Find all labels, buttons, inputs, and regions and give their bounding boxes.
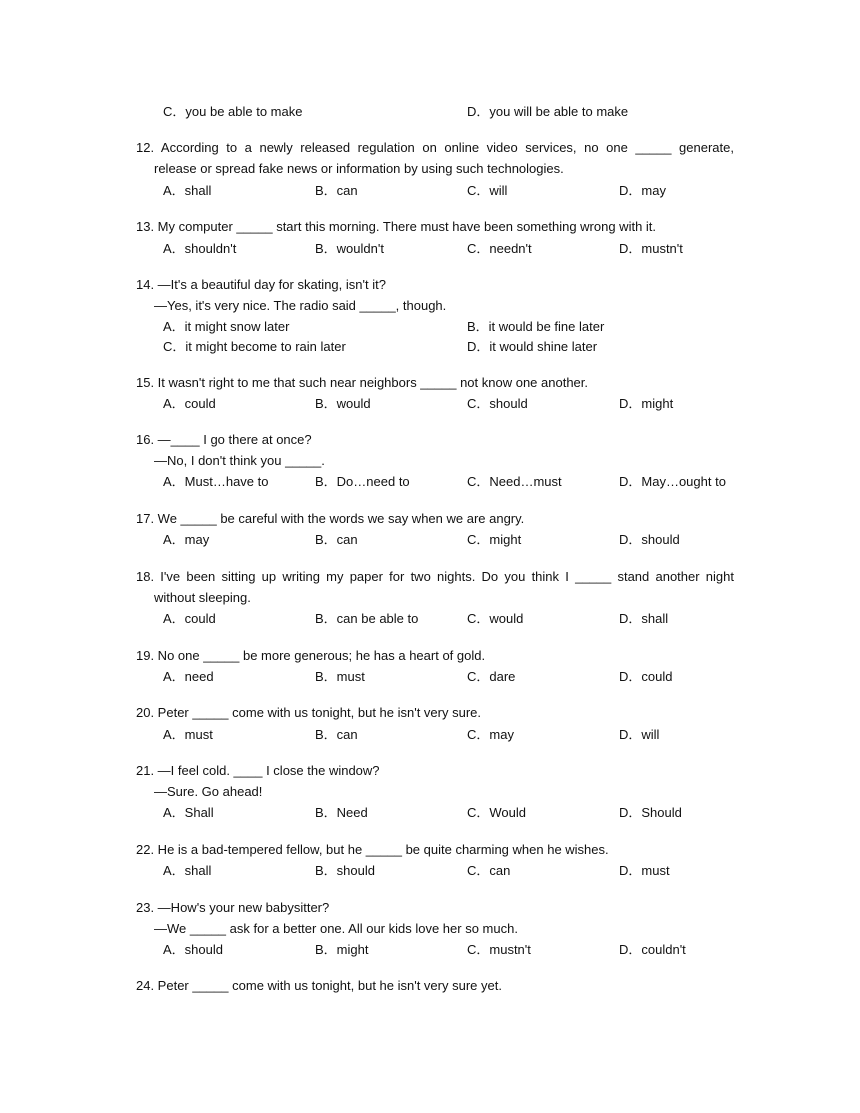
question-22-stem: 22. He is a bad-tempered fellow, but he _____ be quite charming when he wishes. <box>136 842 609 857</box>
option-a: A．must <box>163 727 213 742</box>
option-b: B．can be able to <box>315 611 419 626</box>
question-24-stem: 24. Peter _____ come with us tonight, but he isn't very sure yet. <box>136 978 502 993</box>
option-d: D．May…ought to <box>619 474 726 489</box>
question-18-stem: 18. I've been sitting up writing my paper for two nights. Do you think I _____ stand another night <box>136 569 734 584</box>
option-c: C．might <box>467 532 522 547</box>
option-a: A．need <box>163 669 214 684</box>
option-d: D．shall <box>619 611 669 626</box>
option-b: B．should <box>315 863 375 878</box>
option-c: C．mustn't <box>467 942 531 957</box>
question-14-stem-cont: —Yes, it's very nice. The radio said _____, though. <box>154 298 447 313</box>
option-d: D．couldn't <box>619 942 686 957</box>
option-c: C．you be able to make <box>163 104 303 119</box>
option-a: A．Shall <box>163 805 214 820</box>
option-c: C．Would <box>467 805 527 820</box>
question-23-stem: 23. —How's your new babysitter? <box>136 900 330 915</box>
question-21-stem-cont: —Sure. Go ahead! <box>154 784 263 799</box>
option-c: C．can <box>467 863 511 878</box>
option-b: B．would <box>315 396 371 411</box>
option-d: D．mustn't <box>619 241 683 256</box>
question-23-stem-cont: —We _____ ask for a better one. All our kids love her so much. <box>154 921 518 936</box>
question-18-stem-cont: without sleeping. <box>154 590 251 605</box>
option-b: B．Do…need to <box>315 474 410 489</box>
option-d: D．it would shine later <box>467 339 598 354</box>
question-15-stem: 15. It wasn't right to me that such near neighbors _____ not know one another. <box>136 375 588 390</box>
question-14-stem: 14. —It's a beautiful day for skating, isn't it? <box>136 277 386 292</box>
question-12-stem: 12. According to a newly released regulation on online video services, no one _____ generate, <box>136 140 734 155</box>
option-c: C．will <box>467 183 508 198</box>
option-c: C．should <box>467 396 528 411</box>
option-b: B．wouldn't <box>315 241 384 256</box>
option-d: D．must <box>619 863 670 878</box>
option-b: B．can <box>315 183 358 198</box>
option-c: C．it might become to rain later <box>163 339 346 354</box>
option-b: B．it would be fine later <box>467 319 605 334</box>
option-b: B．might <box>315 942 369 957</box>
option-d: D．may <box>619 183 666 198</box>
option-c: C．would <box>467 611 524 626</box>
option-b: B．can <box>315 532 358 547</box>
question-16-stem-cont: —No, I don't think you _____. <box>154 453 325 468</box>
option-c: C．Need…must <box>467 474 562 489</box>
option-d: D．should <box>619 532 680 547</box>
option-a: A．should <box>163 942 223 957</box>
option-c: C．dare <box>467 669 516 684</box>
option-b: B．must <box>315 669 365 684</box>
question-20-stem: 20. Peter _____ come with us tonight, but he isn't very sure. <box>136 705 482 720</box>
option-b: B．Need <box>315 805 368 820</box>
option-a: A．shall <box>163 183 212 198</box>
option-a: A．could <box>163 611 216 626</box>
option-d: D．Should <box>619 805 682 820</box>
option-c: C．needn't <box>467 241 532 256</box>
option-c: C．may <box>467 727 514 742</box>
option-a: A．may <box>163 532 210 547</box>
option-a: A．shouldn't <box>163 241 237 256</box>
option-d: D．will <box>619 727 660 742</box>
option-a: A．shall <box>163 863 212 878</box>
option-a: A．it might snow later <box>163 319 290 334</box>
option-a: A．could <box>163 396 216 411</box>
option-a: A．Must…have to <box>163 474 269 489</box>
question-17-stem: 17. We _____ be careful with the words we say when we are angry. <box>136 511 525 526</box>
option-d: D．might <box>619 396 674 411</box>
question-13-stem: 13. My computer _____ start this morning. There must have been something wrong with it. <box>136 219 657 234</box>
question-19-stem: 19. No one _____ be more generous; he has a heart of gold. <box>136 648 486 663</box>
option-d: D．you will be able to make <box>467 104 629 119</box>
question-12-stem-cont: release or spread fake news or information by using such technologies. <box>154 161 564 176</box>
question-16-stem: 16. —____ I go there at once? <box>136 432 312 447</box>
question-21-stem: 21. —I feel cold. ____ I close the window? <box>136 763 380 778</box>
option-d: D．could <box>619 669 673 684</box>
option-b: B．can <box>315 727 358 742</box>
